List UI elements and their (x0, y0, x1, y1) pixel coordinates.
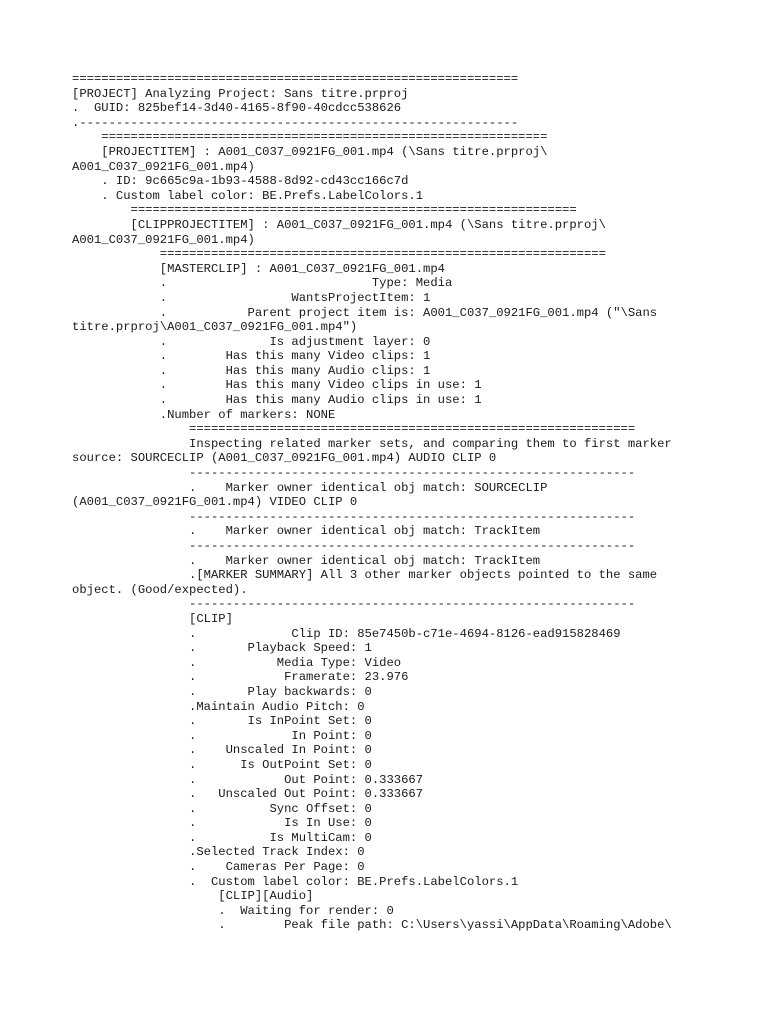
log-line: ============================================================= (72, 130, 548, 145)
log-line: . In Point: 0 (72, 728, 372, 743)
log-line: . Marker owner identical obj match: TrackItem (72, 524, 541, 539)
log-line: [CLIP][Audio] (72, 889, 314, 904)
log-line: .Maintain Audio Pitch: 0 (72, 699, 365, 714)
log-line: A001_C037_0921FG_001.mp4) (72, 232, 255, 247)
log-line: ------------------------------------------------------------- (72, 509, 636, 524)
log-line: object. (Good/expected). (72, 582, 248, 597)
log-line: . Clip ID: 85e7450b-c71e-4694-8126-ead915828469 (72, 626, 621, 641)
log-line: . WantsProjectItem: 1 (72, 290, 431, 305)
log-line: ============================================================= (72, 72, 519, 86)
log-line: (A001_C037_0921FG_001.mp4) VIDEO CLIP 0 (72, 495, 358, 510)
log-line: .Selected Track Index: 0 (72, 845, 365, 860)
log-line: . Sync Offset: 0 (72, 801, 372, 816)
log-line: . Media Type: Video (72, 655, 402, 670)
log-line: ============================================================= (72, 203, 577, 218)
log-line: titre.prproj\A001_C037_0921FG_001.mp4") (72, 320, 358, 335)
log-line: . Out Point: 0.333667 (72, 772, 424, 787)
log-line: A001_C037_0921FG_001.mp4) (72, 159, 255, 174)
log-line: . Has this many Audio clips in use: 1 (72, 393, 482, 408)
log-document (72, 72, 702, 933)
log-line: . Is MultiCam: 0 (72, 830, 372, 845)
log-line: Inspecting related marker sets, and comparing them to first marker (72, 436, 672, 451)
log-line: ------------------------------------------------------------- (72, 466, 636, 481)
log-line: . Marker owner identical obj match: TrackItem (72, 553, 541, 568)
log-line: [PROJECT] Analyzing Project: Sans titre.prproj (72, 86, 409, 101)
log-line: . Custom label color: BE.Prefs.LabelColors.1 (72, 874, 519, 889)
log-line: . Has this many Audio clips: 1 (72, 363, 431, 378)
log-line: . Custom label color: BE.Prefs.LabelColors.1 (72, 188, 424, 203)
log-line: . Playback Speed: 1 (72, 641, 372, 656)
log-line: .[MARKER SUMMARY] All 3 other marker objects pointed to the same (72, 568, 658, 583)
log-line: . Play backwards: 0 (72, 684, 372, 699)
log-line: . Parent project item is: A001_C037_0921FG_001.mp4 ("\Sans (72, 305, 658, 320)
log-line: ------------------------------------------------------------- (72, 597, 636, 612)
log-line: [CLIPPROJECTITEM] : A001_C037_0921FG_001.mp4 (\Sans titre.prproj\ (72, 217, 606, 232)
log-line: . Peak file path: C:\Users\yassi\AppData\Roaming\Adobe\ (72, 918, 672, 933)
log-line: . Framerate: 23.976 (72, 670, 409, 685)
log-line: . Is OutPoint Set: 0 (72, 757, 372, 772)
log-line: . Unscaled Out Point: 0.333667 (72, 787, 424, 802)
log-line: . ID: 9c665c9a-1b93-4588-8d92-cd43cc166c7d (72, 174, 409, 189)
log-line: . Is adjustment layer: 0 (72, 334, 431, 349)
log-line: . Is InPoint Set: 0 (72, 714, 372, 729)
log-line: source: SOURCECLIP (A001_C037_0921FG_001.mp4) AUDIO CLIP 0 (72, 451, 497, 466)
log-line: . Has this many Video clips: 1 (72, 349, 431, 364)
log-line: . Is In Use: 0 (72, 816, 372, 831)
log-line: . Unscaled In Point: 0 (72, 743, 372, 758)
log-line: ============================================================= (72, 247, 606, 262)
log-body (72, 72, 702, 933)
log-line: ============================================================= (72, 422, 636, 437)
log-line: . Waiting for render: 0 (72, 903, 394, 918)
log-line: . Cameras Per Page: 0 (72, 860, 365, 875)
log-line: [CLIP] (72, 611, 233, 626)
log-line: . Type: Media (72, 276, 453, 291)
log-line: ------------------------------------------------------------- (72, 539, 636, 553)
log-line: .Number of markers: NONE (72, 407, 336, 422)
log-line: . Has this many Video clips in use: 1 (72, 378, 482, 393)
log-line: .------------------------------------------------------------ (72, 115, 519, 130)
log-line: [MASTERCLIP] : A001_C037_0921FG_001.mp4 (72, 261, 445, 276)
log-line: [PROJECTITEM] : A001_C037_0921FG_001.mp4 (\Sans titre.prproj\ (72, 144, 548, 159)
log-line: . GUID: 825bef14-3d40-4165-8f90-40cdcc538626 (72, 101, 402, 116)
log-line: . Marker owner identical obj match: SOURCECLIP (72, 480, 548, 495)
